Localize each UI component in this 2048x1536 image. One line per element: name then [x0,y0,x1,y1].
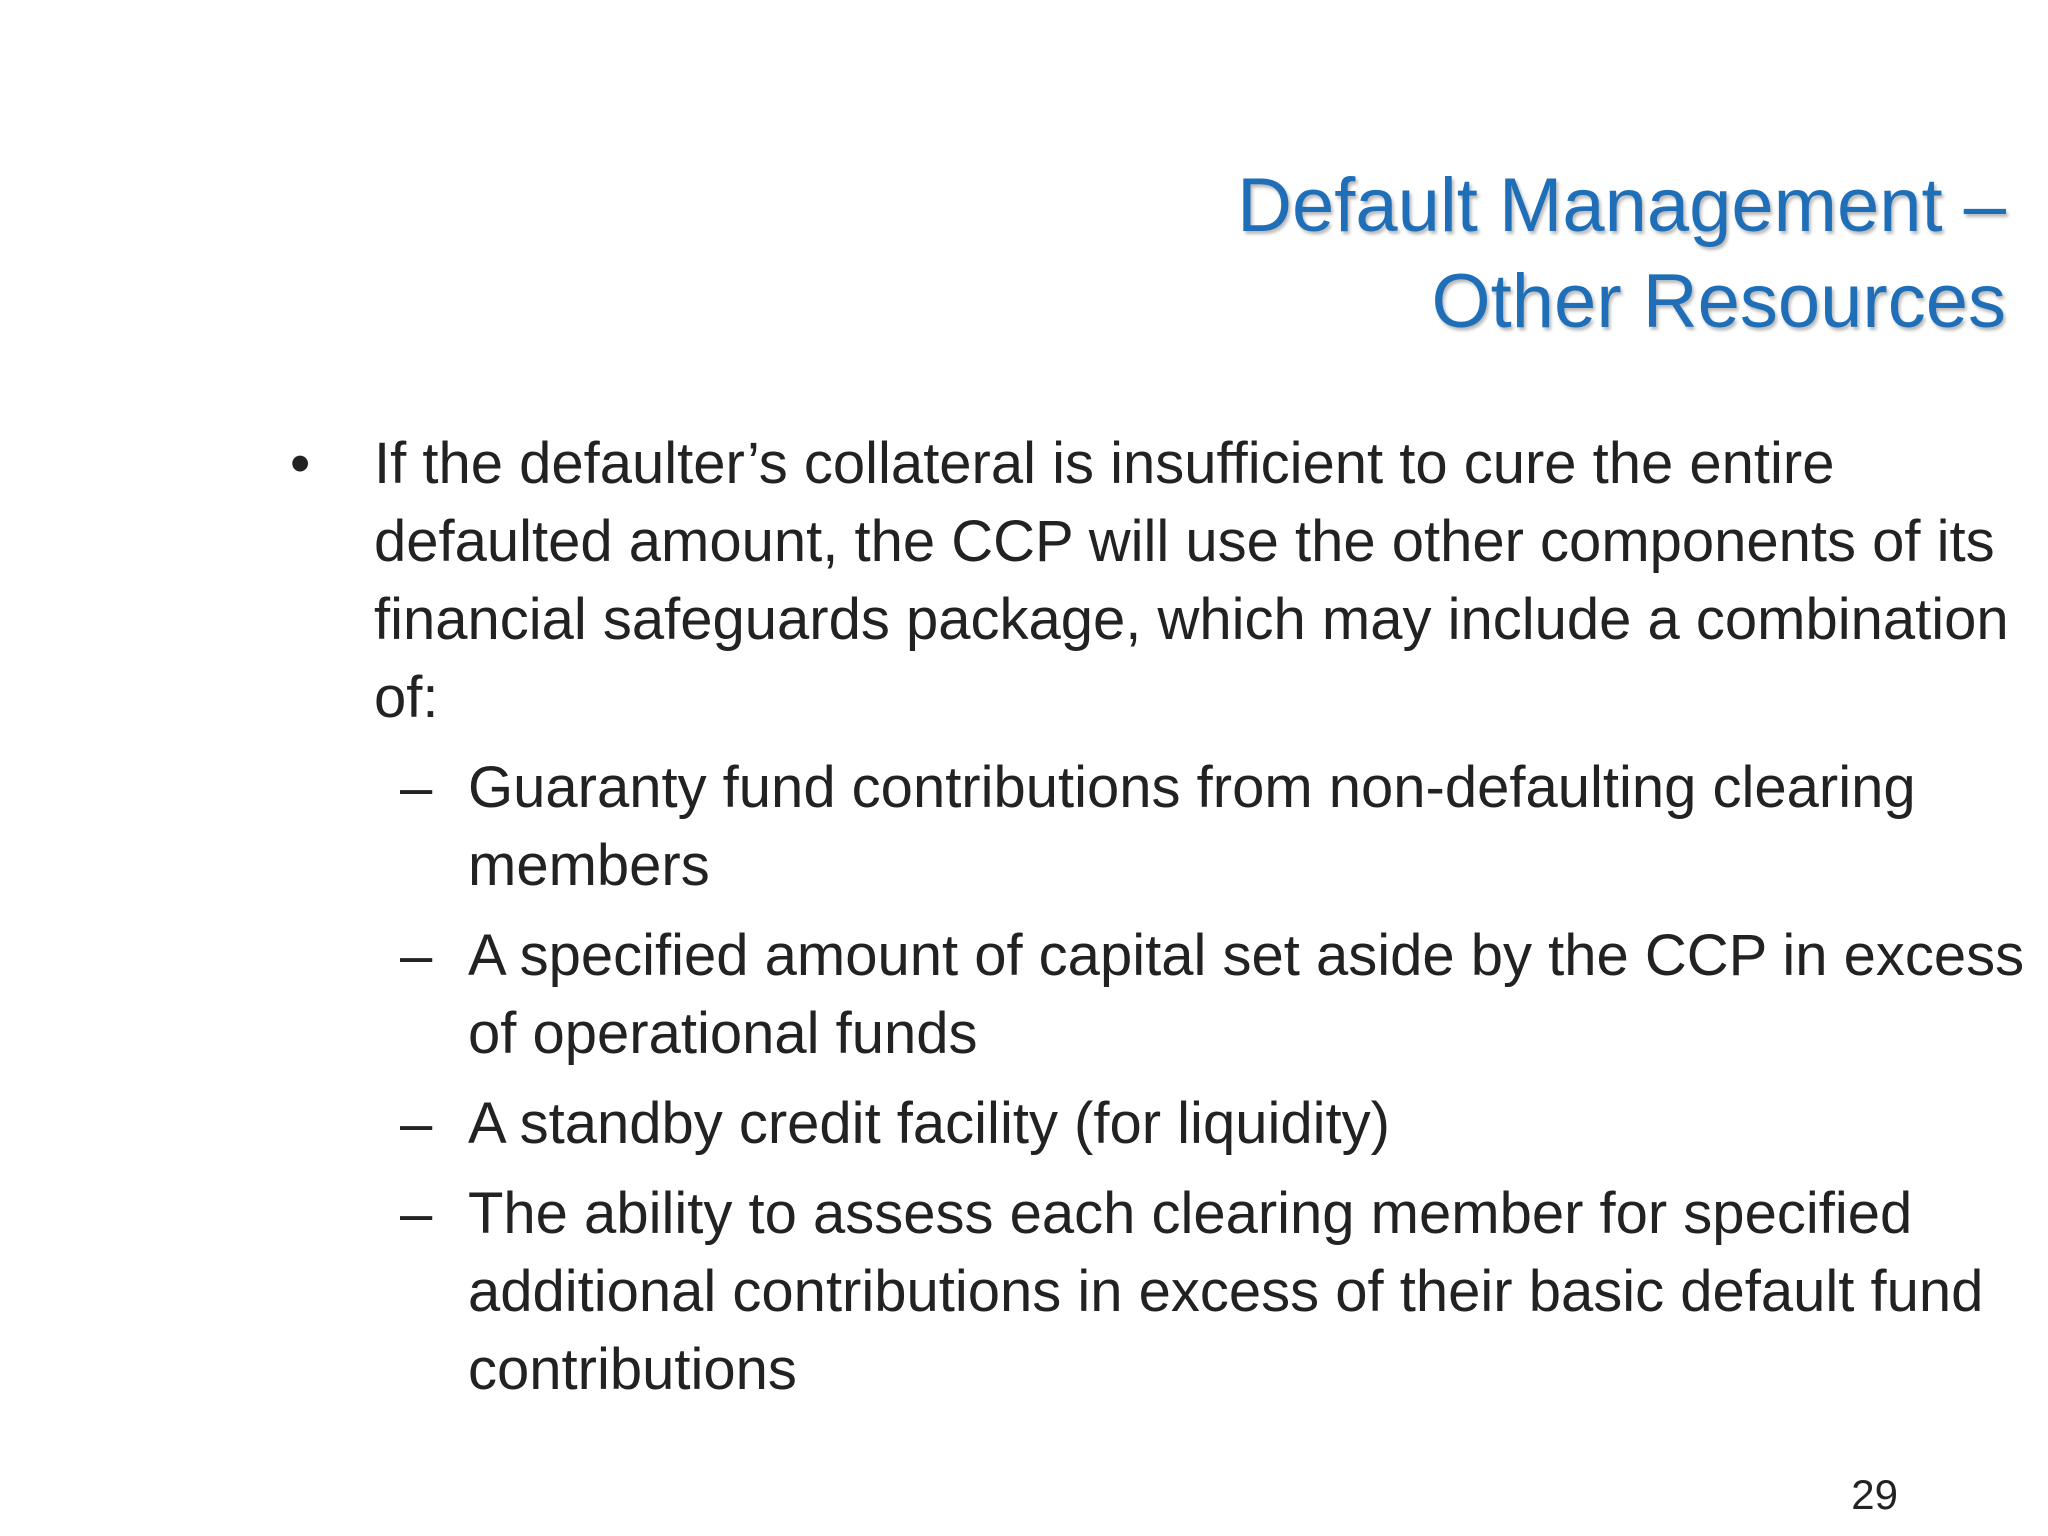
sub-bullet-text: The ability to assess each clearing member for specified additional contributions in excess of their basic default fund contributions [468,1181,1984,1402]
sub-bullet-text: Guaranty fund contributions from non-defaulting clearing members [468,755,1916,898]
main-bullet-item [290,425,2030,737]
sub-bullet-text: A specified amount of capital set aside by the CCP in excess of operational funds [468,923,2025,1066]
dash-bullet-icon: – [400,923,433,988]
sub-bullet-item [400,1175,2030,1409]
page-number: 29 [1851,1471,1898,1518]
slide-title-line-1: Default Management – [1237,163,2006,248]
sub-bullet-list [290,749,2030,1409]
main-bullet-text: If the defaulter’s collateral is insufficient to cure the entire defaulted amount, the CCP will use the other components of its financial safeguards package, which may include a combination of: [374,431,2009,730]
sub-bullet-item [400,917,2030,1073]
sub-bullet-text: A standby credit facility (for liquidity) [468,1091,1390,1156]
sub-bullet-item [400,749,2030,905]
bullet-dot-icon: • [290,431,311,496]
dash-bullet-icon: – [400,755,433,820]
slide-title-line-2: Other Resources [1431,259,2006,344]
slide-title [606,158,2006,350]
sub-bullet-item [400,1085,2030,1163]
slide-body [290,425,2030,1421]
dash-bullet-icon: – [400,1181,433,1246]
dash-bullet-icon: – [400,1091,433,1156]
